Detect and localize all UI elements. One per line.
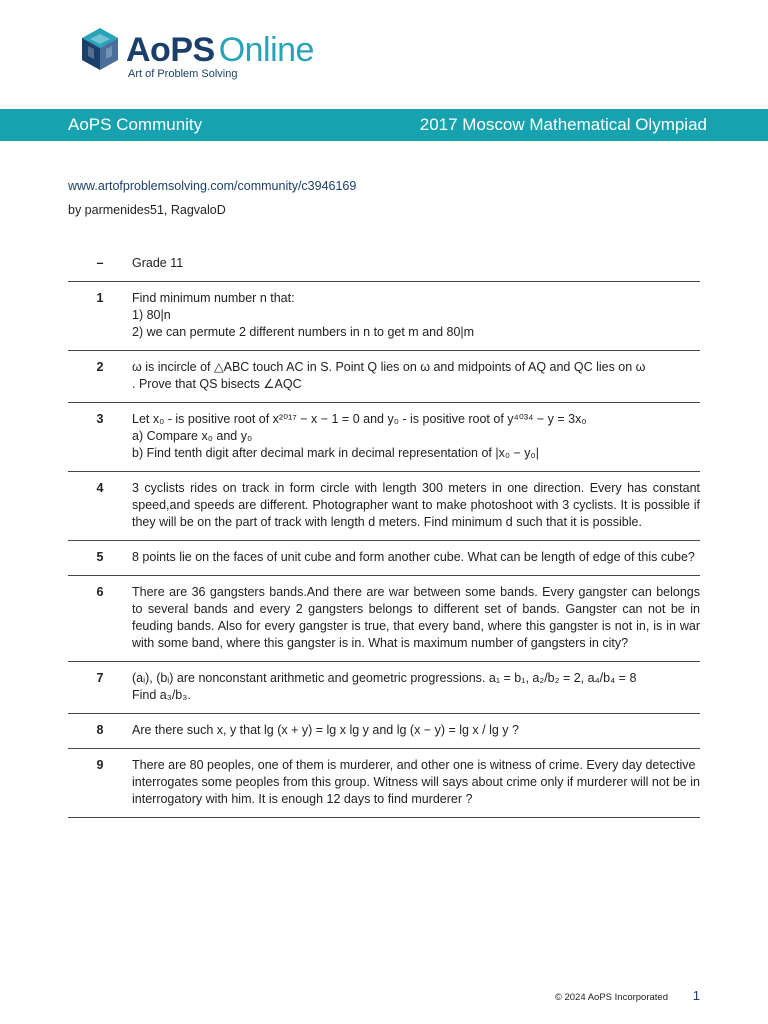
problem-row-4 (68, 472, 700, 541)
problem-text (132, 411, 700, 462)
problem-row-grade (68, 247, 700, 282)
problem-text (132, 255, 700, 272)
problem-text (132, 584, 700, 652)
problem-number: 1 (96, 291, 104, 305)
logo-brand-main: AoPS (126, 31, 215, 69)
problem-row-3 (68, 403, 700, 472)
problem-number: – (96, 256, 104, 270)
problem-line: Grade 11 (132, 256, 184, 270)
problem-list (68, 247, 700, 818)
problem-text (132, 549, 700, 566)
source-link[interactable]: www.artofproblemsolving.com/community/c3946169 (68, 179, 357, 193)
problem-line: 3 cyclists rides on track in form circle with length 300 meters in one direction. Every has constant speed,and speeds are different. Photographer want to make photoshoot with 3 cyclists. It is possible if they will be on the part of track with length d meters. Find minimum d such that it is possible. (132, 481, 700, 529)
problem-number: 9 (96, 758, 104, 772)
problem-number: 2 (96, 360, 104, 374)
logo-brand (126, 30, 314, 70)
problem-text (132, 359, 700, 393)
banner-competition-title: 2017 Moscow Mathematical Olympiad (419, 115, 707, 134)
problem-line: There are 36 gangsters bands.And there are war between some bands. Every gangster can belongs to several bands and every 2 gangsters belongs to different set of bands. Gangster can not be in feuding bands. Also for every gangster is true, that every band, where this gangster is not in, is in war with some band, where this gangster is in. What is maximum number of gangsters in city? (132, 585, 700, 650)
problem-line: 2) we can permute 2 different numbers in n to get m and 80|m (132, 325, 475, 339)
problem-line: Find a₃/b₃. (132, 688, 191, 702)
problem-line: Are there such x, y that lg (x + y) = lg x lg y and lg (x − y) = lg x / lg y ? (132, 723, 519, 737)
problem-number: 7 (96, 671, 104, 685)
problem-row-7 (68, 662, 700, 714)
problem-row-1 (68, 282, 700, 351)
problem-text (132, 722, 700, 739)
header-banner (0, 109, 768, 141)
problem-number: 5 (96, 550, 104, 564)
problem-number: 3 (96, 412, 104, 426)
problem-text (132, 670, 700, 704)
authors-line: by parmenides51, RagvaloD (68, 203, 226, 217)
problem-row-9 (68, 749, 700, 818)
problem-line: ω is incircle of △ABC touch AC in S. Point Q lies on ω and midpoints of AQ and QC lies on ω (132, 360, 646, 374)
problem-line: a) Compare x₀ and y₀ (132, 429, 253, 443)
problem-line: Let x₀ - is positive root of x²⁰¹⁷ − x − 1 = 0 and y₀ - is positive root of y⁴⁰³⁴ − y = 3x₀ (132, 412, 587, 426)
problem-row-6 (68, 576, 700, 662)
page-number: 1 (692, 988, 700, 1003)
logo-brand-accent: Online (218, 31, 314, 69)
aops-logo[interactable] (80, 26, 380, 82)
problem-line: 8 points lie on the faces of unit cube and form another cube. What can be length of edge of this cube? (132, 550, 695, 564)
problem-line: (aᵢ), (bᵢ) are nonconstant arithmetic and geometric progressions. a₁ = b₁, a₂/b₂ = 2, a₄/b₄ = 8 (132, 671, 637, 685)
problem-line: There are 80 peoples, one of them is murderer, and other one is witness of crime. Every day detective (132, 758, 696, 772)
problem-row-8 (68, 714, 700, 749)
footer-copyright: © 2024 AoPS Incorporated (554, 992, 668, 1003)
problem-number: 8 (96, 723, 104, 737)
problem-line: b) Find tenth digit after decimal mark in decimal representation of |x₀ − y₀| (132, 446, 539, 460)
problem-number: 6 (96, 585, 104, 599)
problem-line: . Prove that QS bisects ∠AQC (132, 377, 302, 391)
problem-line: Find minimum number n that: (132, 291, 295, 305)
problem-line: interrogates some peoples from this group. Witness will says about crime only if murderer will not be in interrogatory with him. It is enough 12 days to find murderer ? (132, 775, 700, 806)
logo-tagline: Art of Problem Solving (128, 68, 238, 80)
problem-row-2 (68, 351, 700, 403)
problem-line: 1) 80|n (132, 308, 171, 322)
problem-number: 4 (96, 481, 104, 495)
banner-community-label: AoPS Community (68, 115, 203, 134)
cube-logo-icon (80, 26, 120, 74)
problem-text (132, 290, 700, 341)
problem-text (132, 480, 700, 531)
problem-row-5 (68, 541, 700, 576)
problem-text (132, 757, 700, 808)
